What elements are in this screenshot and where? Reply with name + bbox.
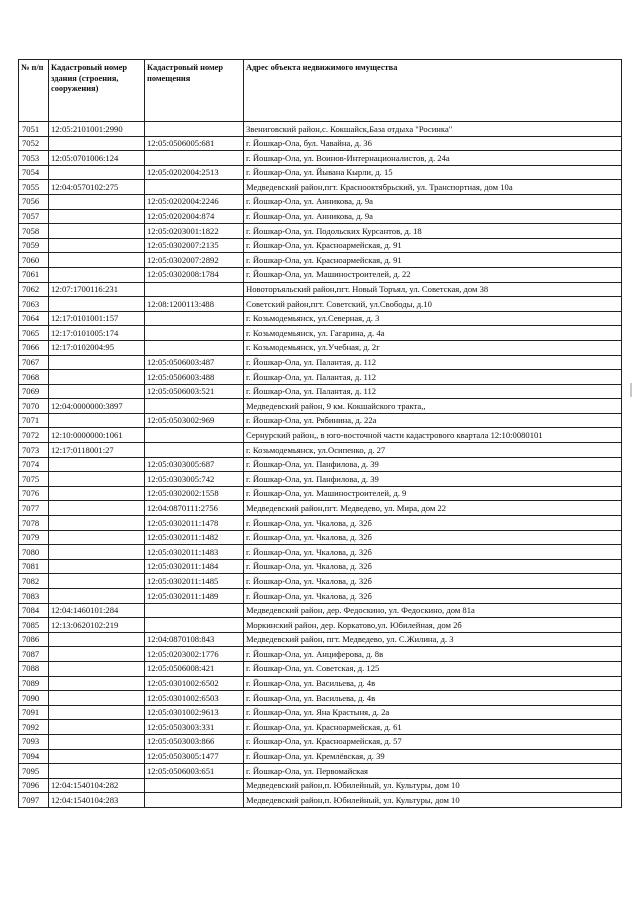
cell-room-cadastral-number — [145, 443, 244, 458]
cell-room-cadastral-number — [145, 793, 244, 808]
cell-building-cadastral-number — [49, 749, 145, 764]
table-row — [19, 530, 622, 545]
cell-room-cadastral-number: 12:05:0301002:6503 — [145, 691, 244, 706]
cell-room-cadastral-number — [145, 778, 244, 793]
table-row — [19, 122, 622, 137]
cell-building-cadastral-number — [49, 691, 145, 706]
cell-row-number: 7060 — [19, 253, 49, 268]
cell-row-number: 7081 — [19, 559, 49, 574]
cell-row-number: 7064 — [19, 311, 49, 326]
cell-property-address: г. Йошкар-Ола, ул. Палантая, д. 112 — [244, 355, 622, 370]
cell-building-cadastral-number — [49, 136, 145, 151]
cell-room-cadastral-number: 12:05:0302011:1478 — [145, 516, 244, 531]
table-row — [19, 413, 622, 428]
cell-building-cadastral-number — [49, 632, 145, 647]
cell-property-address: г. Йошкар-Ола, ул. Машиностроителей, д. 22 — [244, 267, 622, 282]
table-row — [19, 355, 622, 370]
table-row — [19, 603, 622, 618]
cell-row-number: 7058 — [19, 224, 49, 239]
cell-property-address: г. Йошкар-Ола, ул. Панфилова, д. 39 — [244, 457, 622, 472]
cell-row-number: 7086 — [19, 632, 49, 647]
cell-row-number: 7069 — [19, 384, 49, 399]
cell-property-address: Медведевский район, дер. Федоскино, ул. Федоскино, дом 81а — [244, 603, 622, 618]
cell-room-cadastral-number: 12:05:0506003:487 — [145, 355, 244, 370]
cell-room-cadastral-number: 12:04:0870108:843 — [145, 632, 244, 647]
cell-row-number: 7092 — [19, 720, 49, 735]
table-row — [19, 778, 622, 793]
cell-building-cadastral-number: 12:05:0701006:124 — [49, 151, 145, 166]
cell-building-cadastral-number — [49, 253, 145, 268]
header-row — [19, 60, 622, 122]
cell-building-cadastral-number — [49, 457, 145, 472]
cell-property-address: г. Йошкар-Ола, ул. Анциферова, д. 8в — [244, 647, 622, 662]
cell-building-cadastral-number: 12:04:1540104:282 — [49, 778, 145, 793]
cell-room-cadastral-number: 12:05:0506005:681 — [145, 136, 244, 151]
cell-property-address: г. Йошкар-Ола, ул. Подольских Курсантов, д. 18 — [244, 224, 622, 239]
table-row — [19, 749, 622, 764]
cell-room-cadastral-number: 12:05:0203002:1776 — [145, 647, 244, 662]
document-page — [18, 59, 622, 808]
cell-room-cadastral-number: 12:05:0503005:1477 — [145, 749, 244, 764]
cell-property-address: г. Йошкар-Ола, ул. Чкалова, д. 32б — [244, 530, 622, 545]
scan-margin-mark — [630, 383, 632, 397]
table-row — [19, 224, 622, 239]
cell-room-cadastral-number: 12:05:0503003:866 — [145, 734, 244, 749]
cell-room-cadastral-number: 12:05:0302011:1484 — [145, 559, 244, 574]
table-row — [19, 253, 622, 268]
cell-row-number: 7074 — [19, 457, 49, 472]
cell-building-cadastral-number — [49, 516, 145, 531]
header-row-number: № п/п — [19, 60, 49, 122]
cell-row-number: 7063 — [19, 297, 49, 312]
cell-property-address: г. Йошкар-Ола, ул. Васильева, д. 4в — [244, 676, 622, 691]
table-row — [19, 326, 622, 341]
cell-row-number: 7075 — [19, 472, 49, 487]
cell-row-number: 7088 — [19, 661, 49, 676]
table-row — [19, 574, 622, 589]
cell-building-cadastral-number: 12:17:0102004:95 — [49, 340, 145, 355]
cell-property-address: г. Козьмодемьянск, ул.Осипенко, д. 27 — [244, 443, 622, 458]
table-row — [19, 486, 622, 501]
cell-property-address: г. Йошкар-Ола, ул. Чкалова, д. 32б — [244, 559, 622, 574]
cell-row-number: 7078 — [19, 516, 49, 531]
cell-row-number: 7059 — [19, 238, 49, 253]
cell-room-cadastral-number: 12:05:0302008:1784 — [145, 267, 244, 282]
cell-building-cadastral-number — [49, 384, 145, 399]
cell-building-cadastral-number — [49, 297, 145, 312]
table-row — [19, 632, 622, 647]
cell-building-cadastral-number: 12:04:1540104:283 — [49, 793, 145, 808]
table-row — [19, 136, 622, 151]
table-row — [19, 764, 622, 779]
table-row — [19, 676, 622, 691]
cell-room-cadastral-number: 12:05:0506003:521 — [145, 384, 244, 399]
cell-building-cadastral-number — [49, 661, 145, 676]
cell-building-cadastral-number — [49, 165, 145, 180]
cell-property-address: Медведевский район,п. Юбилейный, ул. Культуры, дом 10 — [244, 793, 622, 808]
cell-room-cadastral-number: 12:05:0302007:2892 — [145, 253, 244, 268]
table-row — [19, 238, 622, 253]
table-row — [19, 165, 622, 180]
table-row — [19, 194, 622, 209]
cell-building-cadastral-number — [49, 501, 145, 516]
cell-property-address: г. Козьмодемьянск, ул.Северная, д. 3 — [244, 311, 622, 326]
cell-room-cadastral-number: 12:05:0301002:6502 — [145, 676, 244, 691]
cell-property-address: г. Йошкар-Ола, ул. Йывана Кырли, д. 15 — [244, 165, 622, 180]
cell-building-cadastral-number — [49, 413, 145, 428]
table-row — [19, 559, 622, 574]
cell-property-address: г. Йошкар-Ола, ул. Машиностроителей, д. 9 — [244, 486, 622, 501]
cell-room-cadastral-number: 12:05:0303005:687 — [145, 457, 244, 472]
cell-building-cadastral-number — [49, 545, 145, 560]
cell-building-cadastral-number — [49, 267, 145, 282]
table-row — [19, 691, 622, 706]
cell-room-cadastral-number: 12:05:0302007:2135 — [145, 238, 244, 253]
cell-property-address: г. Йошкар-Ола, ул. Красноармейская, д. 61 — [244, 720, 622, 735]
cell-property-address: г. Йошкар-Ола, ул. Чкалова, д. 32б — [244, 589, 622, 604]
table-row — [19, 443, 622, 458]
cell-property-address: г. Йошкар-Ола, ул. Палантая, д. 112 — [244, 370, 622, 385]
cell-property-address: г. Йошкар-Ола, ул. Анникова, д. 9а — [244, 209, 622, 224]
cell-property-address: г. Йошкар-Ола, ул. Васильева, д. 4в — [244, 691, 622, 706]
cell-row-number: 7051 — [19, 122, 49, 137]
cell-building-cadastral-number — [49, 764, 145, 779]
cell-row-number: 7087 — [19, 647, 49, 662]
cell-row-number: 7071 — [19, 413, 49, 428]
cell-building-cadastral-number — [49, 676, 145, 691]
cell-row-number: 7090 — [19, 691, 49, 706]
cell-building-cadastral-number — [49, 486, 145, 501]
cell-row-number: 7052 — [19, 136, 49, 151]
cell-property-address: г. Козьмодемьянск, ул. Гагарина, д. 4а — [244, 326, 622, 341]
cell-room-cadastral-number — [145, 151, 244, 166]
cell-room-cadastral-number: 12:05:0202004:874 — [145, 209, 244, 224]
cell-building-cadastral-number — [49, 589, 145, 604]
table-row — [19, 734, 622, 749]
table-body — [19, 122, 622, 808]
cell-property-address: Медведевский район, 9 км. Кокшайского тракта,, — [244, 399, 622, 414]
cell-row-number: 7067 — [19, 355, 49, 370]
cell-building-cadastral-number — [49, 224, 145, 239]
table-row — [19, 589, 622, 604]
table-row — [19, 501, 622, 516]
cell-building-cadastral-number — [49, 530, 145, 545]
cell-property-address: г. Йошкар-Ола, ул. Красноармейская, д. 91 — [244, 238, 622, 253]
cell-property-address: Сернурский район,, в юго-восточной части кадастрового квартала 12:10:0080101 — [244, 428, 622, 443]
table-row — [19, 428, 622, 443]
table-row — [19, 618, 622, 633]
cell-row-number: 7089 — [19, 676, 49, 691]
cell-row-number: 7085 — [19, 618, 49, 633]
cell-room-cadastral-number: 12:05:0503003:331 — [145, 720, 244, 735]
header-property-address: Адрес объекта недвижимого имущества — [244, 60, 622, 122]
cell-building-cadastral-number — [49, 238, 145, 253]
cell-row-number: 7055 — [19, 180, 49, 195]
cell-room-cadastral-number: 12:05:0203001:1822 — [145, 224, 244, 239]
cell-row-number: 7080 — [19, 545, 49, 560]
cell-row-number: 7054 — [19, 165, 49, 180]
cell-property-address: г. Йошкар-Ола, ул. Воинов-Интернационалистов, д. 24а — [244, 151, 622, 166]
cell-room-cadastral-number — [145, 428, 244, 443]
cell-row-number: 7091 — [19, 705, 49, 720]
cell-row-number: 7097 — [19, 793, 49, 808]
cell-building-cadastral-number — [49, 559, 145, 574]
table-header — [19, 60, 622, 122]
cell-room-cadastral-number — [145, 311, 244, 326]
cell-room-cadastral-number: 12:05:0302002:1558 — [145, 486, 244, 501]
cell-room-cadastral-number: 12:05:0302011:1483 — [145, 545, 244, 560]
cell-row-number: 7062 — [19, 282, 49, 297]
cell-room-cadastral-number — [145, 618, 244, 633]
cell-row-number: 7065 — [19, 326, 49, 341]
cell-property-address: г. Йошкар-Ола, ул. Красноармейская, д. 91 — [244, 253, 622, 268]
cell-property-address: г. Йошкар-Ола, бул. Чавайна, д. 36 — [244, 136, 622, 151]
cell-row-number: 7056 — [19, 194, 49, 209]
cell-row-number: 7072 — [19, 428, 49, 443]
cell-building-cadastral-number — [49, 734, 145, 749]
cell-property-address: г. Йошкар-Ола, ул. Рябинина, д. 22а — [244, 413, 622, 428]
cell-room-cadastral-number: 12:05:0506008:421 — [145, 661, 244, 676]
cell-room-cadastral-number: 12:04:0870111:2756 — [145, 501, 244, 516]
cell-property-address: Звениговский район,с. Кокшайск,База отдыха "Росинка" — [244, 122, 622, 137]
cell-row-number: 7057 — [19, 209, 49, 224]
cell-row-number: 7082 — [19, 574, 49, 589]
header-building-cadastral-number: Кадастровый номер здания (строения, сооружения) — [49, 60, 145, 122]
cell-property-address: Медведевский район,пгт. Медведево, ул. Мира, дом 22 — [244, 501, 622, 516]
cell-row-number: 7070 — [19, 399, 49, 414]
cell-property-address: г. Козьмодемьянск, ул.Учебная, д. 2г — [244, 340, 622, 355]
table-row — [19, 720, 622, 735]
cell-building-cadastral-number: 12:17:0101001:157 — [49, 311, 145, 326]
cell-row-number: 7077 — [19, 501, 49, 516]
cell-room-cadastral-number — [145, 180, 244, 195]
cell-room-cadastral-number — [145, 282, 244, 297]
cell-property-address: Медведевский район,п. Юбилейный, ул. Культуры, дом 10 — [244, 778, 622, 793]
cell-building-cadastral-number: 12:10:0000000:1061 — [49, 428, 145, 443]
cell-property-address: г. Йошкар-Ола, ул. Советская, д. 125 — [244, 661, 622, 676]
cell-building-cadastral-number — [49, 647, 145, 662]
cell-room-cadastral-number: 12:05:0301002:9613 — [145, 705, 244, 720]
cell-room-cadastral-number: 12:05:0303005:742 — [145, 472, 244, 487]
table-row — [19, 282, 622, 297]
cell-room-cadastral-number — [145, 603, 244, 618]
table-row — [19, 793, 622, 808]
cell-building-cadastral-number: 12:17:0101005:174 — [49, 326, 145, 341]
cell-room-cadastral-number: 12:05:0202004:2246 — [145, 194, 244, 209]
cell-row-number: 7053 — [19, 151, 49, 166]
cell-building-cadastral-number — [49, 574, 145, 589]
cell-room-cadastral-number: 12:05:0302011:1485 — [145, 574, 244, 589]
table-row — [19, 705, 622, 720]
cell-row-number: 7066 — [19, 340, 49, 355]
cell-property-address: г. Йошкар-Ола, ул. Яна Крастыня, д. 2а — [244, 705, 622, 720]
cell-building-cadastral-number: 12:13:0620102:219 — [49, 618, 145, 633]
table-row — [19, 457, 622, 472]
table-row — [19, 267, 622, 282]
table-row — [19, 661, 622, 676]
cell-building-cadastral-number: 12:07:1700116:231 — [49, 282, 145, 297]
cell-building-cadastral-number — [49, 720, 145, 735]
cell-room-cadastral-number: 12:05:0506003:488 — [145, 370, 244, 385]
cell-building-cadastral-number: 12:04:0570102:275 — [49, 180, 145, 195]
cell-building-cadastral-number — [49, 472, 145, 487]
cell-room-cadastral-number — [145, 326, 244, 341]
cell-building-cadastral-number — [49, 209, 145, 224]
table-row — [19, 545, 622, 560]
cell-row-number: 7061 — [19, 267, 49, 282]
cell-row-number: 7095 — [19, 764, 49, 779]
table-row — [19, 384, 622, 399]
cell-building-cadastral-number — [49, 355, 145, 370]
table-row — [19, 297, 622, 312]
cell-building-cadastral-number — [49, 194, 145, 209]
cell-property-address: г. Йошкар-Ола, ул. Чкалова, д. 32б — [244, 545, 622, 560]
cell-room-cadastral-number: 12:08:1200113:488 — [145, 297, 244, 312]
cell-building-cadastral-number: 12:05:2101001:2990 — [49, 122, 145, 137]
cell-room-cadastral-number: 12:05:0302011:1482 — [145, 530, 244, 545]
cell-property-address: Советский район,пгт. Советский, ул.Свободы, д.10 — [244, 297, 622, 312]
cell-room-cadastral-number: 12:05:0506003:651 — [145, 764, 244, 779]
table-row — [19, 370, 622, 385]
cell-room-cadastral-number — [145, 399, 244, 414]
cell-building-cadastral-number: 12:04:1460101:284 — [49, 603, 145, 618]
table-row — [19, 209, 622, 224]
cell-property-address: Новоторъяльский район,пгт. Новый Торъял, ул. Советская, дом 38 — [244, 282, 622, 297]
table-row — [19, 151, 622, 166]
cell-property-address: г. Йошкар-Ола, ул. Красноармейская, д. 57 — [244, 734, 622, 749]
cell-row-number: 7068 — [19, 370, 49, 385]
cell-row-number: 7096 — [19, 778, 49, 793]
cell-property-address: г. Йошкар-Ола, ул. Первомайская — [244, 764, 622, 779]
table-row — [19, 180, 622, 195]
cell-building-cadastral-number: 12:17:0118001:27 — [49, 443, 145, 458]
cell-property-address: г. Йошкар-Ола, ул. Анникова, д. 9а — [244, 194, 622, 209]
cell-row-number: 7076 — [19, 486, 49, 501]
cell-building-cadastral-number — [49, 370, 145, 385]
table-row — [19, 340, 622, 355]
cell-row-number: 7094 — [19, 749, 49, 764]
cell-room-cadastral-number: 12:05:0202004:2513 — [145, 165, 244, 180]
cell-property-address: г. Йошкар-Ола, ул. Палантая, д. 112 — [244, 384, 622, 399]
cell-building-cadastral-number: 12:04:0000000:3897 — [49, 399, 145, 414]
table-row — [19, 516, 622, 531]
cell-property-address: г. Йошкар-Ола, ул. Кремлёвская, д. 39 — [244, 749, 622, 764]
cell-room-cadastral-number — [145, 122, 244, 137]
cell-row-number: 7079 — [19, 530, 49, 545]
cell-row-number: 7093 — [19, 734, 49, 749]
cell-property-address: Медведевский район,пгт. Краснооктябрьский, ул. Транспортная, дом 10а — [244, 180, 622, 195]
cell-property-address: г. Йошкар-Ола, ул. Чкалова, д. 32б — [244, 574, 622, 589]
cell-room-cadastral-number: 12:05:0503002:969 — [145, 413, 244, 428]
table-row — [19, 647, 622, 662]
cell-room-cadastral-number — [145, 340, 244, 355]
table-row — [19, 472, 622, 487]
cell-property-address: г. Йошкар-Ола, ул. Чкалова, д. 32б — [244, 516, 622, 531]
cell-property-address: Медведевский район, пгт. Медведево, ул. С.Жилина, д. 3 — [244, 632, 622, 647]
cell-row-number: 7083 — [19, 589, 49, 604]
cell-property-address: Моркинский район, дер. Коркатово,ул. Юбилейная, дом 2б — [244, 618, 622, 633]
table-row — [19, 311, 622, 326]
cell-building-cadastral-number — [49, 705, 145, 720]
header-room-cadastral-number: Кадастровый номер помещения — [145, 60, 244, 122]
cell-row-number: 7084 — [19, 603, 49, 618]
cell-room-cadastral-number: 12:05:0302011:1489 — [145, 589, 244, 604]
property-registry-table — [18, 59, 622, 808]
cell-row-number: 7073 — [19, 443, 49, 458]
cell-property-address: г. Йошкар-Ола, ул. Панфилова, д. 39 — [244, 472, 622, 487]
table-row — [19, 399, 622, 414]
